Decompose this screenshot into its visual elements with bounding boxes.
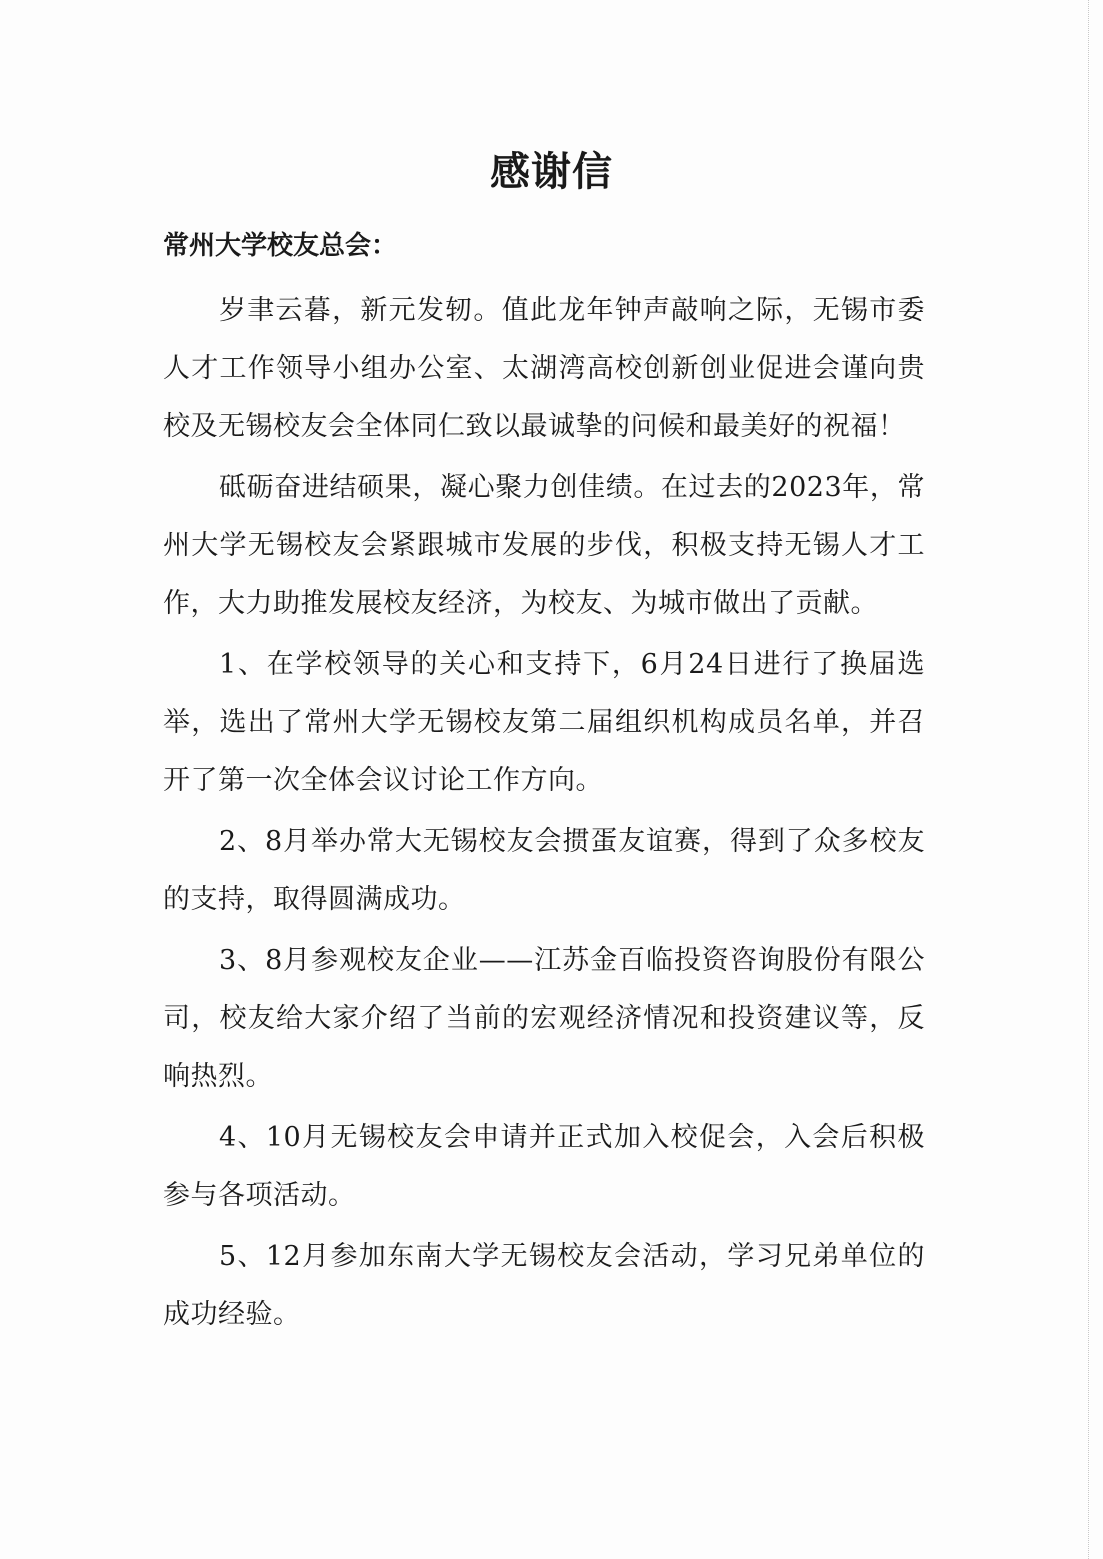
paragraph-item-1: 1、在学校领导的关心和支持下，6月24日进行了换届选举，选出了常州大学无锡校友第二届组织机构成员名单，并召开了第一次全体会议讨论工作方向。 bbox=[163, 649, 925, 796]
letter-body bbox=[163, 282, 925, 1347]
paragraph-item-3: 3、8月参观校友企业——江苏金百临投资咨询股份有限公司，校友给大家介绍了当前的宏观经济情况和投资建议等，反响热烈。 bbox=[163, 945, 925, 1092]
scan-edge-line bbox=[1088, 0, 1089, 1559]
document-title: 感谢信 bbox=[490, 149, 613, 195]
paragraph-item-4: 4、10月无锡校友会申请并正式加入校促会，入会后积极参与各项活动。 bbox=[163, 1122, 925, 1211]
paragraph-greeting: 岁聿云暮，新元发轫。值此龙年钟声敲响之际，无锡市委人才工作领导小组办公室、太湖湾高校创新创业促进会谨向贵校及无锡校友会全体同仁致以最诚挚的问候和最美好的祝福！ bbox=[163, 295, 925, 442]
salutation: 常州大学校友总会： bbox=[163, 231, 398, 261]
paragraph-item-5: 5、12月参加东南大学无锡校友会活动，学习兄弟单位的成功经验。 bbox=[163, 1241, 925, 1330]
paragraph-item-2: 2、8月举办常大无锡校友会掼蛋友谊赛，得到了众多校友的支持，取得圆满成功。 bbox=[163, 826, 925, 915]
paragraph-achievements: 砥砺奋进结硕果，凝心聚力创佳绩。在过去的2023年，常州大学无锡校友会紧跟城市发展的步伐，积极支持无锡人才工作，大力助推发展校友经济，为校友、为城市做出了贡献。 bbox=[163, 472, 925, 619]
